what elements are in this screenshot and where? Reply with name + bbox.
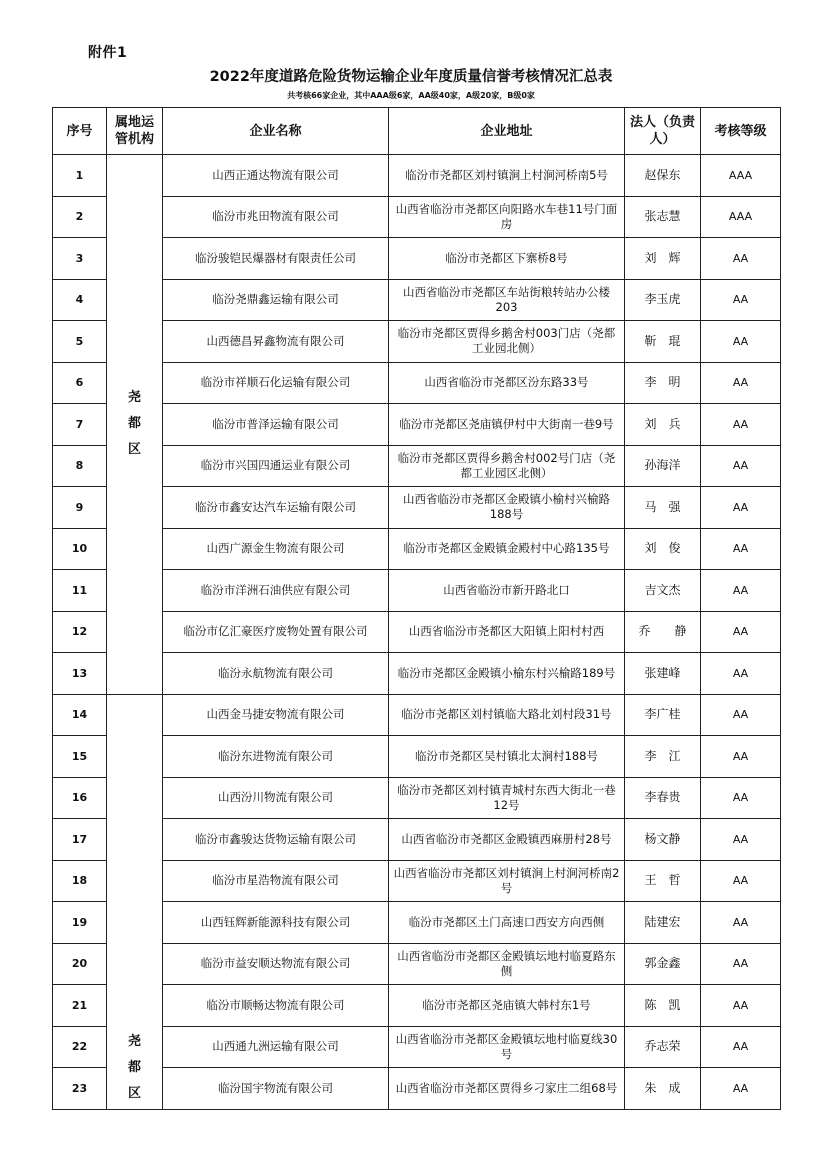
person-cell: 赵保东 (625, 155, 701, 197)
seq-cell: 8 (53, 445, 107, 487)
grade-cell: AA (701, 860, 781, 902)
address-cell: 山西省临汾市尧都区刘村镇涧上村涧河桥南2号 (389, 860, 625, 902)
address-cell: 山西省临汾市尧都区向阳路水车巷11号门面房 (389, 196, 625, 238)
header-person: 法人（负责人） (625, 108, 701, 155)
address-cell: 山西省临汾市尧都区贾得乡刁家庄二组68号 (389, 1068, 625, 1110)
grade-cell: AA (701, 570, 781, 612)
address-cell: 临汾市尧都区贾得乡鹅舍村002号门店（尧都工业园区北侧） (389, 445, 625, 487)
table-row (53, 362, 781, 404)
name-cell: 临汾市亿汇豪医疗废物处置有限公司 (163, 611, 389, 653)
address-cell: 临汾市尧都区金殿镇小榆东村兴榆路189号 (389, 653, 625, 695)
person-cell: 李春贵 (625, 777, 701, 819)
name-cell: 临汾东进物流有限公司 (163, 736, 389, 778)
address-cell: 临汾市尧都区贾得乡鹅舍村003门店（尧都工业园北侧） (389, 321, 625, 363)
seq-cell: 3 (53, 238, 107, 280)
name-cell: 临汾市益安顺达物流有限公司 (163, 943, 389, 985)
person-cell: 李 明 (625, 362, 701, 404)
grade-cell: AA (701, 528, 781, 570)
grade-cell: AA (701, 985, 781, 1027)
seq-cell: 18 (53, 860, 107, 902)
person-cell: 郭金鑫 (625, 943, 701, 985)
person-cell: 孙海洋 (625, 445, 701, 487)
address-cell: 临汾市尧都区尧庙镇大韩村东1号 (389, 985, 625, 1027)
grade-cell: AA (701, 1026, 781, 1068)
name-cell: 山西通九洲运输有限公司 (163, 1026, 389, 1068)
grade-cell: AA (701, 653, 781, 695)
name-cell: 临汾骏铠民爆器材有限责任公司 (163, 238, 389, 280)
seq-cell: 13 (53, 653, 107, 695)
grade-cell: AA (701, 694, 781, 736)
name-cell: 山西钰辉新能源科技有限公司 (163, 902, 389, 944)
address-cell: 山西省临汾市尧都区大阳镇上阳村村西 (389, 611, 625, 653)
seq-cell: 20 (53, 943, 107, 985)
address-cell: 临汾市尧都区土门高速口西安方向西侧 (389, 902, 625, 944)
seq-cell: 10 (53, 528, 107, 570)
org-char: 都 (127, 1059, 141, 1075)
table-row (53, 902, 781, 944)
grade-cell: AA (701, 238, 781, 280)
seq-cell: 21 (53, 985, 107, 1027)
seq-cell: 15 (53, 736, 107, 778)
org-cell (107, 694, 163, 1109)
person-cell: 乔志荣 (625, 1026, 701, 1068)
table-row (53, 860, 781, 902)
address-cell: 山西省临汾市尧都区金殿镇西麻册村28号 (389, 819, 625, 861)
seq-cell: 22 (53, 1026, 107, 1068)
name-cell: 临汾市顺畅达物流有限公司 (163, 985, 389, 1027)
header-grade: 考核等级 (701, 108, 781, 155)
address-cell: 山西省临汾市新开路北口 (389, 570, 625, 612)
person-cell: 李 江 (625, 736, 701, 778)
name-cell: 临汾市星浩物流有限公司 (163, 860, 389, 902)
table-row (53, 404, 781, 446)
name-cell: 山西汾川物流有限公司 (163, 777, 389, 819)
table-row (53, 279, 781, 321)
person-cell: 陆建宏 (625, 902, 701, 944)
header-address: 企业地址 (389, 108, 625, 155)
table-row (53, 570, 781, 612)
grade-cell: AAA (701, 155, 781, 197)
org-char: 都 (127, 416, 141, 432)
header-seq: 序号 (53, 108, 107, 155)
grade-cell: AA (701, 279, 781, 321)
table-row (53, 985, 781, 1027)
header-org: 属地运管机构 (107, 108, 163, 155)
person-cell: 陈 凯 (625, 985, 701, 1027)
grade-cell: AA (701, 943, 781, 985)
table-row (53, 1026, 781, 1068)
annex-label: 附件1 (88, 45, 128, 61)
person-cell: 刘 兵 (625, 404, 701, 446)
person-cell: 李广桂 (625, 694, 701, 736)
table-row (53, 694, 781, 736)
name-cell: 临汾市洋洲石油供应有限公司 (163, 570, 389, 612)
seq-cell: 12 (53, 611, 107, 653)
table-row (53, 611, 781, 653)
person-cell: 刘 俊 (625, 528, 701, 570)
grade-cell: AA (701, 902, 781, 944)
grade-cell: AA (701, 777, 781, 819)
seq-cell: 4 (53, 279, 107, 321)
name-cell: 临汾尧鼎鑫运输有限公司 (163, 279, 389, 321)
seq-cell: 11 (53, 570, 107, 612)
org-cell (107, 155, 163, 695)
grade-cell: AA (701, 404, 781, 446)
grade-cell: AAA (701, 196, 781, 238)
org-char: 区 (127, 1085, 141, 1101)
grade-cell: AA (701, 819, 781, 861)
name-cell: 临汾市兴国四通运业有限公司 (163, 445, 389, 487)
table-row (53, 238, 781, 280)
grade-cell: AA (701, 487, 781, 529)
person-cell: 靳 琨 (625, 321, 701, 363)
grade-cell: AA (701, 321, 781, 363)
seq-cell: 7 (53, 404, 107, 446)
name-cell: 临汾永航物流有限公司 (163, 653, 389, 695)
seq-cell: 5 (53, 321, 107, 363)
org-char: 区 (127, 442, 141, 458)
address-cell: 山西省临汾市尧都区金殿镇坛地村临夏线30号 (389, 1026, 625, 1068)
grade-cell: AA (701, 736, 781, 778)
address-cell: 临汾市尧都区尧庙镇伊村中大街南一巷9号 (389, 404, 625, 446)
address-cell: 临汾市尧都区吴村镇北太涧村188号 (389, 736, 625, 778)
assessment-table (52, 107, 781, 1110)
name-cell: 山西广源金生物流有限公司 (163, 528, 389, 570)
org-char: 尧 (127, 1033, 141, 1049)
seq-cell: 16 (53, 777, 107, 819)
grade-cell: AA (701, 362, 781, 404)
address-cell: 临汾市尧都区刘村镇涧上村涧河桥南5号 (389, 155, 625, 197)
table-row (53, 528, 781, 570)
grade-cell: AA (701, 611, 781, 653)
table-row (53, 777, 781, 819)
seq-cell: 6 (53, 362, 107, 404)
name-cell: 临汾国宇物流有限公司 (163, 1068, 389, 1110)
name-cell: 临汾市普泽运输有限公司 (163, 404, 389, 446)
seq-cell: 1 (53, 155, 107, 197)
table-row (53, 653, 781, 695)
grade-cell: AA (701, 1068, 781, 1110)
person-cell: 刘 辉 (625, 238, 701, 280)
grade-cell: AA (701, 445, 781, 487)
table-row (53, 736, 781, 778)
address-cell: 山西省临汾市尧都区金殿镇坛地村临夏路东侧 (389, 943, 625, 985)
seq-cell: 19 (53, 902, 107, 944)
org-char: 尧 (127, 390, 141, 406)
name-cell: 临汾市祥顺石化运输有限公司 (163, 362, 389, 404)
table-row (53, 445, 781, 487)
address-cell: 山西省临汾市尧都区车站街粮转站办公楼203 (389, 279, 625, 321)
person-cell: 张志慧 (625, 196, 701, 238)
name-cell: 临汾市鑫安达汽车运输有限公司 (163, 487, 389, 529)
person-cell: 朱 成 (625, 1068, 701, 1110)
table-row (53, 155, 781, 197)
seq-cell: 2 (53, 196, 107, 238)
person-cell: 李玉虎 (625, 279, 701, 321)
name-cell: 山西正通达物流有限公司 (163, 155, 389, 197)
person-cell: 乔 静 (625, 611, 701, 653)
person-cell: 张建峰 (625, 653, 701, 695)
name-cell: 临汾市兆田物流有限公司 (163, 196, 389, 238)
address-cell: 山西省临汾市尧都区金殿镇小榆村兴榆路188号 (389, 487, 625, 529)
address-cell: 临汾市尧都区下寨桥8号 (389, 238, 625, 280)
person-cell: 马 强 (625, 487, 701, 529)
table-row (53, 1068, 781, 1110)
seq-cell: 23 (53, 1068, 107, 1110)
name-cell: 山西金马捷安物流有限公司 (163, 694, 389, 736)
page-title: 2022年度道路危险货物运输企业年度质量信誉考核情况汇总表 (209, 69, 613, 85)
address-cell: 临汾市尧都区刘村镇青城村东西大街北一巷12号 (389, 777, 625, 819)
page-subtitle: 共考核66家企业，其中AAA级6家，AA级40家，A级20家，B级0家 (287, 91, 535, 100)
person-cell: 王 哲 (625, 860, 701, 902)
address-cell: 临汾市尧都区刘村镇临大路北刘村段31号 (389, 694, 625, 736)
address-cell: 临汾市尧都区金殿镇金殿村中心路135号 (389, 528, 625, 570)
table-row (53, 487, 781, 529)
table-row (53, 321, 781, 363)
name-cell: 临汾市鑫骏达货物运输有限公司 (163, 819, 389, 861)
person-cell: 吉文杰 (625, 570, 701, 612)
seq-cell: 17 (53, 819, 107, 861)
person-cell: 杨文静 (625, 819, 701, 861)
seq-cell: 9 (53, 487, 107, 529)
address-cell: 山西省临汾市尧都区汾东路33号 (389, 362, 625, 404)
table-row (53, 819, 781, 861)
table-row (53, 943, 781, 985)
header-name: 企业名称 (163, 108, 389, 155)
name-cell: 山西德昌昇鑫物流有限公司 (163, 321, 389, 363)
seq-cell: 14 (53, 694, 107, 736)
table-row (53, 196, 781, 238)
table-header-row (53, 108, 781, 155)
